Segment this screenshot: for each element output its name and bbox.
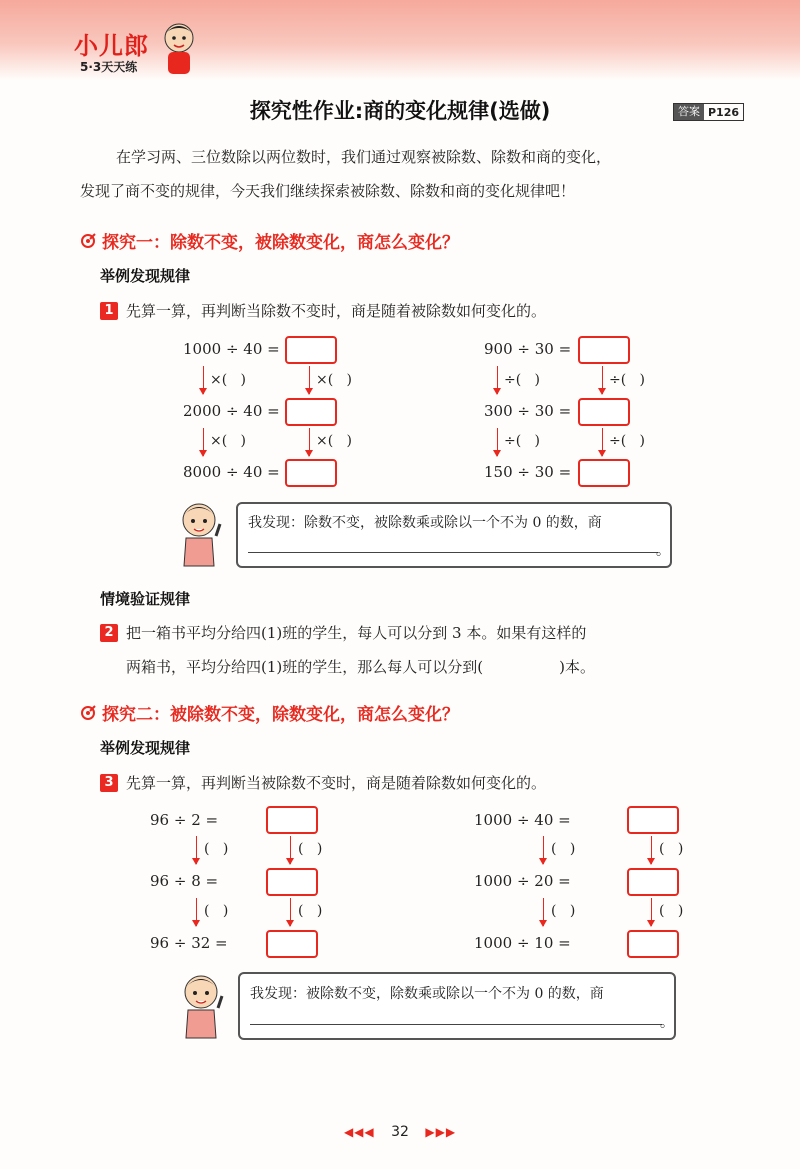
question-2-line-2b: )本。 <box>559 658 595 676</box>
finding-1-bubble <box>236 502 672 568</box>
q3-right-answer-3[interactable] <box>627 930 679 958</box>
question-1-number: 1 <box>100 302 118 320</box>
down-arrow-icon <box>543 836 544 864</box>
section1-title: 探究一：除数不变，被除数变化，商怎么变化？ <box>102 233 459 253</box>
q1-right-eq-3: 150 ÷ 30 = <box>484 463 572 481</box>
q3-left-eq-2: 96 ÷ 8 = <box>150 872 219 890</box>
q3-left-op-3[interactable]: ( ) <box>204 903 229 919</box>
brand-series: 5·3天天练 <box>80 60 138 74</box>
boy-icon <box>174 498 228 568</box>
q3-left-op-2[interactable]: ( ) <box>298 841 323 857</box>
finding-2-bubble <box>238 972 676 1040</box>
section1-heading <box>80 228 459 253</box>
target-icon <box>80 233 96 249</box>
down-arrow-icon <box>497 366 498 394</box>
q1-left-eq-2: 2000 ÷ 40 = <box>183 402 280 420</box>
q1-right-op-1[interactable]: ÷( ) <box>504 372 541 388</box>
q1-right-op-2[interactable]: ÷( ) <box>609 372 646 388</box>
down-arrow-icon <box>309 428 310 456</box>
q3-right-op-4[interactable]: ( ) <box>659 903 684 919</box>
section2-heading <box>80 700 459 725</box>
down-arrow-icon <box>290 836 291 864</box>
q1-right-op-4[interactable]: ÷( ) <box>609 433 646 449</box>
q1-left-op-2[interactable]: ×( ) <box>316 372 353 388</box>
question-2-line-1: 把一箱书平均分给四(1)班的学生，每人可以分到 3 本。如果有这样的 <box>126 624 587 642</box>
q1-right-op-3[interactable]: ÷( ) <box>504 433 541 449</box>
down-arrow-icon <box>203 366 204 394</box>
answer-label: 答案 <box>674 104 704 120</box>
down-arrow-icon <box>651 898 652 926</box>
boy-icon <box>176 970 230 1040</box>
question-3 <box>100 772 546 793</box>
section2-title: 探究二：被除数不变，除数变化，商怎么变化？ <box>102 705 459 725</box>
question-1-text: 先算一算，再判断当除数不变时，商是随着被除数如何变化的。 <box>126 302 547 320</box>
down-arrow-icon <box>196 836 197 864</box>
q1-left-op-3[interactable]: ×( ) <box>210 433 247 449</box>
down-arrow-icon <box>309 366 310 394</box>
q1-right-answer-3[interactable] <box>578 459 630 487</box>
finding-2-end: 。 <box>660 1015 674 1031</box>
q3-left-op-1[interactable]: ( ) <box>204 841 229 857</box>
q1-left-answer-2[interactable] <box>285 398 337 426</box>
q1-right-eq-1: 900 ÷ 30 = <box>484 340 572 358</box>
q3-right-eq-1: 1000 ÷ 40 = <box>474 811 571 829</box>
q3-left-eq-1: 96 ÷ 2 = <box>150 811 219 829</box>
page-title: 探究性作业:商的变化规律(选做) <box>249 99 551 123</box>
down-arrow-icon <box>196 898 197 926</box>
q3-left-answer-3[interactable] <box>266 930 318 958</box>
question-2-line-2a: 两箱书，平均分给四(1)班的学生，那么每人可以分到( <box>126 658 484 676</box>
question-3-number: 3 <box>100 774 118 792</box>
q3-left-answer-1[interactable] <box>266 806 318 834</box>
q1-left-eq-1: 1000 ÷ 40 = <box>183 340 280 358</box>
q1-left-eq-3: 8000 ÷ 40 = <box>183 463 280 481</box>
down-arrow-icon <box>497 428 498 456</box>
question-3-text: 先算一算，再判断当被除数不变时，商是随着除数如何变化的。 <box>126 774 547 792</box>
question-2-number: 2 <box>100 624 118 642</box>
q1-right-answer-2[interactable] <box>578 398 630 426</box>
question-2-line-2 <box>126 656 595 677</box>
q1-left-answer-3[interactable] <box>285 459 337 487</box>
q3-right-op-2[interactable]: ( ) <box>659 841 684 857</box>
finding-1-text: 我发现：除数不变，被除数乘或除以一个不为 0 的数，商 <box>248 515 602 531</box>
question-1 <box>100 300 546 321</box>
finding-1-blank[interactable] <box>248 552 658 553</box>
brand-logo: 小儿郎 <box>74 32 149 60</box>
q1-left-op-1[interactable]: ×( ) <box>210 372 247 388</box>
next-arrows-icon: ▶▶▶ <box>425 1125 457 1139</box>
q3-right-answer-1[interactable] <box>627 806 679 834</box>
page-number: 32 <box>391 1124 409 1140</box>
mascot-icon <box>160 20 198 78</box>
section1-sub1: 举例发现规律 <box>100 267 191 285</box>
down-arrow-icon <box>602 366 603 394</box>
down-arrow-icon <box>290 898 291 926</box>
section2-sub1: 举例发现规律 <box>100 739 191 757</box>
q3-right-op-3[interactable]: ( ) <box>551 903 576 919</box>
down-arrow-icon <box>543 898 544 926</box>
intro-line-2: 发现了商不变的规律，今天我们继续探索被除数、除数和商的变化规律吧！ <box>80 182 576 200</box>
q3-right-eq-2: 1000 ÷ 20 = <box>474 872 571 890</box>
q1-right-answer-1[interactable] <box>578 336 630 364</box>
finding-2-blank[interactable] <box>250 1024 662 1025</box>
q3-right-answer-2[interactable] <box>627 868 679 896</box>
prev-arrows-icon: ◀◀◀ <box>343 1125 375 1139</box>
question-2 <box>100 622 586 643</box>
q3-left-eq-3: 96 ÷ 32 = <box>150 934 228 952</box>
section1-sub2: 情境验证规律 <box>100 590 191 608</box>
intro-line-1: 在学习两、三位数除以两位数时，我们通过观察被除数、除数和商的变化， <box>116 148 612 166</box>
page-footer <box>0 1124 800 1140</box>
q1-left-answer-1[interactable] <box>285 336 337 364</box>
q1-right-eq-2: 300 ÷ 30 = <box>484 402 572 420</box>
q3-left-answer-2[interactable] <box>266 868 318 896</box>
q3-right-eq-3: 1000 ÷ 10 = <box>474 934 571 952</box>
down-arrow-icon <box>203 428 204 456</box>
answer-page: P126 <box>708 105 740 119</box>
answer-badge <box>673 103 744 121</box>
down-arrow-icon <box>602 428 603 456</box>
q3-right-op-1[interactable]: ( ) <box>551 841 576 857</box>
finding-1-end: 。 <box>656 543 670 559</box>
q3-left-op-4[interactable]: ( ) <box>298 903 323 919</box>
finding-2-text: 我发现：被除数不变，除数乘或除以一个不为 0 的数，商 <box>250 986 604 1002</box>
target-icon <box>80 705 96 721</box>
q1-left-op-4[interactable]: ×( ) <box>316 433 353 449</box>
down-arrow-icon <box>651 836 652 864</box>
